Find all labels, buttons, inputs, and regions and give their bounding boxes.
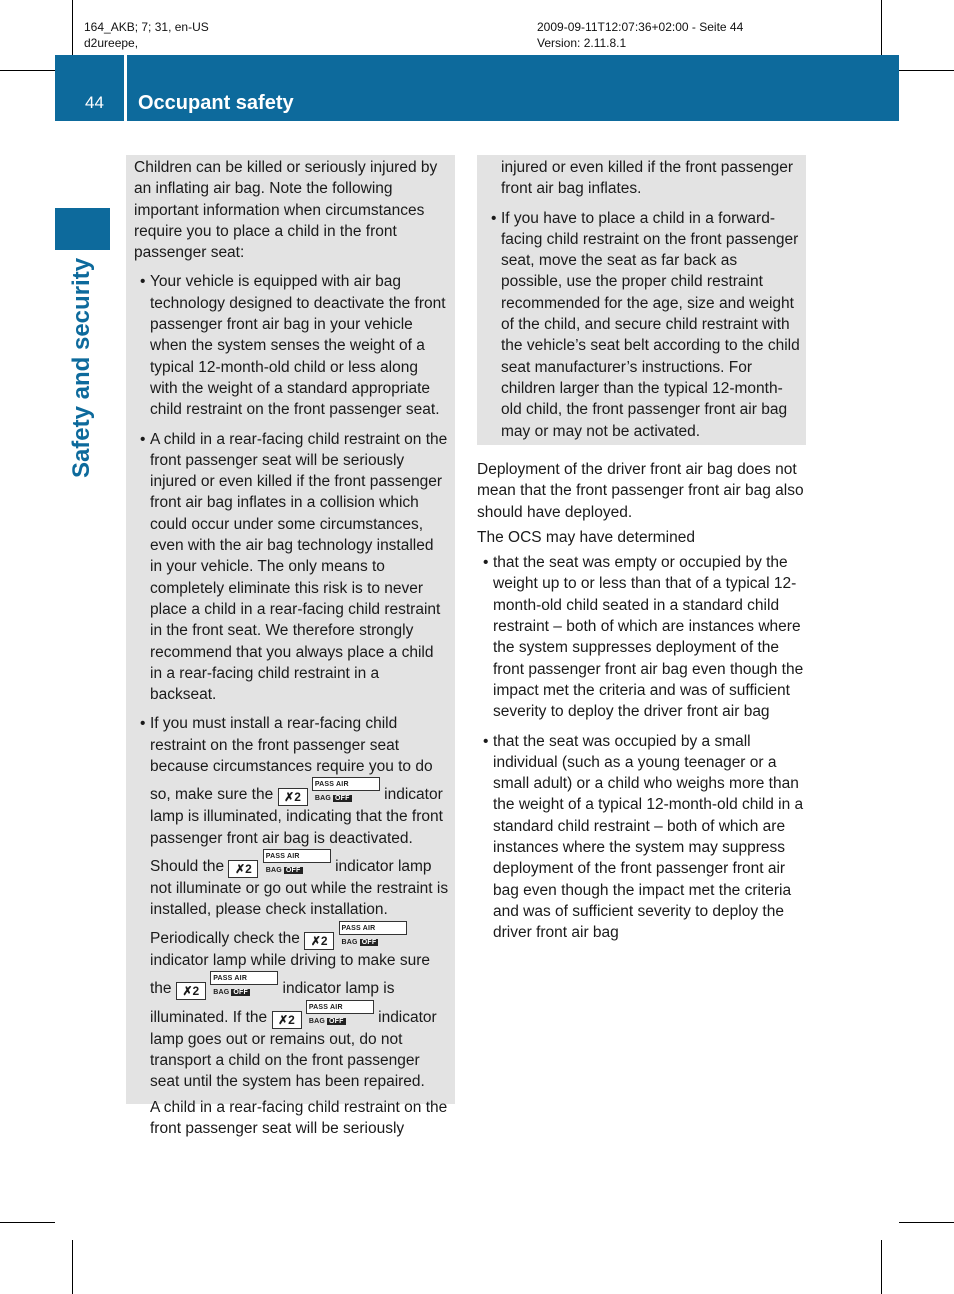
pab-text: PASS AIR BAG xyxy=(341,924,376,946)
pass-air-bag-off-icon xyxy=(312,777,380,803)
meta-line: Version: 2.11.8.1 xyxy=(537,36,627,50)
crop-mark xyxy=(0,70,55,71)
list-item-text: indicator lamp is illuminated, indicating that the front passenger front air bag is deactivated. Should the xyxy=(150,786,443,875)
header-divider xyxy=(124,55,127,121)
crop-mark xyxy=(72,0,73,55)
crop-mark xyxy=(881,1240,882,1294)
list-item-text: indicator lamp goes out or remains out, do not transport a child on the front passenger seat until the system has been repaired. xyxy=(150,1008,437,1091)
list-item xyxy=(134,271,449,420)
bullet-dot: • xyxy=(140,430,146,448)
list-item-text: If you must install a rear-facing child restraint on the front passenger seat because circumstances require you to do so, make sure the xyxy=(150,715,433,804)
list-item xyxy=(134,713,449,1092)
warning-column-left xyxy=(134,157,449,1147)
warning-sub-paragraph: A child in a rear-facing child restraint on the front passenger seat will be seriously xyxy=(150,1098,448,1137)
crop-mark xyxy=(72,1240,73,1294)
crop-mark xyxy=(881,0,882,55)
pass-air-bag-off-icon xyxy=(263,849,331,874)
body-paragraph: The OCS may have determined xyxy=(477,528,695,546)
bullet-dot: • xyxy=(483,554,489,572)
list-item-text: Your vehicle is equipped with air bag technology designed to deactivate the front passenger front air bag in your vehicle when the system senses the weight of a typical 12-month-old child or less along with the weight of a standard appropriate child restraint on the front passenger seat. xyxy=(150,273,446,419)
pass-air-bag-off-icon xyxy=(210,971,278,996)
crop-mark xyxy=(899,1222,954,1223)
section-title: Occupant safety xyxy=(138,92,294,114)
pab-text: PASS AIR BAG xyxy=(265,852,300,874)
child-seat-icon: ✗2 xyxy=(304,932,334,950)
meta-line: d2ureepe, xyxy=(84,36,139,50)
list-item xyxy=(477,731,808,944)
meta-line: 2009-09-11T12:07:36+02:00 - Seite 44 xyxy=(537,20,744,34)
warning-intro: Children can be killed or seriously injured by an inflating air bag. Note the following important information when circumstances require you to place a child in the front passenger seat: xyxy=(134,159,438,262)
warning-column-right xyxy=(485,157,800,450)
bullet-dot: • xyxy=(140,715,146,733)
list-item-text: If you have to place a child in a forward-facing child restraint on the front passenger seat, move the seat as far back as possible, use the proper child restraint recommended for the age, size and weight of the child, and secure child restraint with the vehicle’s seat belt according to the child seat manufacturer’s instructions. For children larger than the typical 12-month-old child, the front passenger front air bag may or may not be activated. xyxy=(501,209,800,440)
child-seat-icon: ✗2 xyxy=(272,1011,302,1029)
bullet-dot: • xyxy=(483,732,489,750)
list-item xyxy=(134,429,449,706)
side-tab-marker xyxy=(55,208,110,250)
pab-text: PASS AIR BAG xyxy=(213,974,248,996)
list-item-text: A child in a rear-facing child restraint on the front passenger seat will be seriously injured or even killed if the front passenger front air bag inflates in a collision which could occur under some circumstances, even with the air bag technology installed in your vehicle. The only means to completely eliminate this risk is to never place a child in a rear-facing child restraint in the front seat. We therefore strongly recommend that you always place a child in a rear-facing child restraint in a backseat. xyxy=(150,430,448,704)
off-text: OFF xyxy=(334,795,350,803)
list-item xyxy=(485,208,800,442)
bullet-dot: • xyxy=(140,273,146,291)
off-text: OFF xyxy=(285,866,301,874)
off-text: OFF xyxy=(328,1017,344,1025)
list-item-text: indicator lamp while driving to make sure the xyxy=(150,951,430,997)
list-item xyxy=(477,552,808,722)
pab-text: PASS AIR BAG xyxy=(314,781,349,803)
child-seat-icon: ✗2 xyxy=(228,860,258,878)
meta-line: 164_AKB; 7; 31, en-US xyxy=(84,20,209,34)
body-column-right xyxy=(477,459,808,952)
crop-mark xyxy=(899,70,954,71)
crop-mark xyxy=(0,1222,55,1223)
warning-continuation: injured or even killed if the front passenger front air bag inflates. xyxy=(501,159,794,198)
bullet-dot: • xyxy=(491,209,497,227)
list-item-text: that the seat was empty or occupied by the weight up to or less than that of a typical 12-month-old child seated in a standard child restraint – both of which are instances where the system suppresses deployment of the front passenger front air bag even though the impact met the criteria and was of sufficient severity to deploy the driver front air bag xyxy=(493,554,804,721)
print-meta-right xyxy=(537,19,743,51)
pab-text: PASS AIR BAG xyxy=(308,1003,343,1025)
pass-air-bag-off-icon xyxy=(306,1000,374,1025)
print-meta-left xyxy=(84,19,209,51)
body-paragraph: Deployment of the driver front air bag does not mean that the front passenger front air bag also should have deployed. xyxy=(477,461,804,521)
child-seat-icon: ✗2 xyxy=(278,788,308,806)
list-item-text: indicator lamp not illuminate or go out while the restraint is installed, please check installation. Periodically check the xyxy=(150,857,449,947)
off-text: OFF xyxy=(361,938,377,946)
page-number: 44 xyxy=(85,93,104,112)
side-tab-label: Safety and security xyxy=(68,257,95,479)
list-item-text: indicator lamp is illuminated. If the xyxy=(150,979,395,1026)
off-text: OFF xyxy=(233,988,248,996)
child-seat-icon: ✗2 xyxy=(176,982,206,1000)
pass-air-bag-off-icon xyxy=(339,921,407,946)
list-item-text: that the seat was occupied by a small individual (such as a young teenager or a small adult) or a child who weighs more than the weight of a typical 12-month-old child in a standard child restraint – both of which are instances where the system may suppress deployment of the front passenger front air bag even though the impact met the criteria and was of sufficient severity to deploy the driver front air bag xyxy=(493,732,804,942)
